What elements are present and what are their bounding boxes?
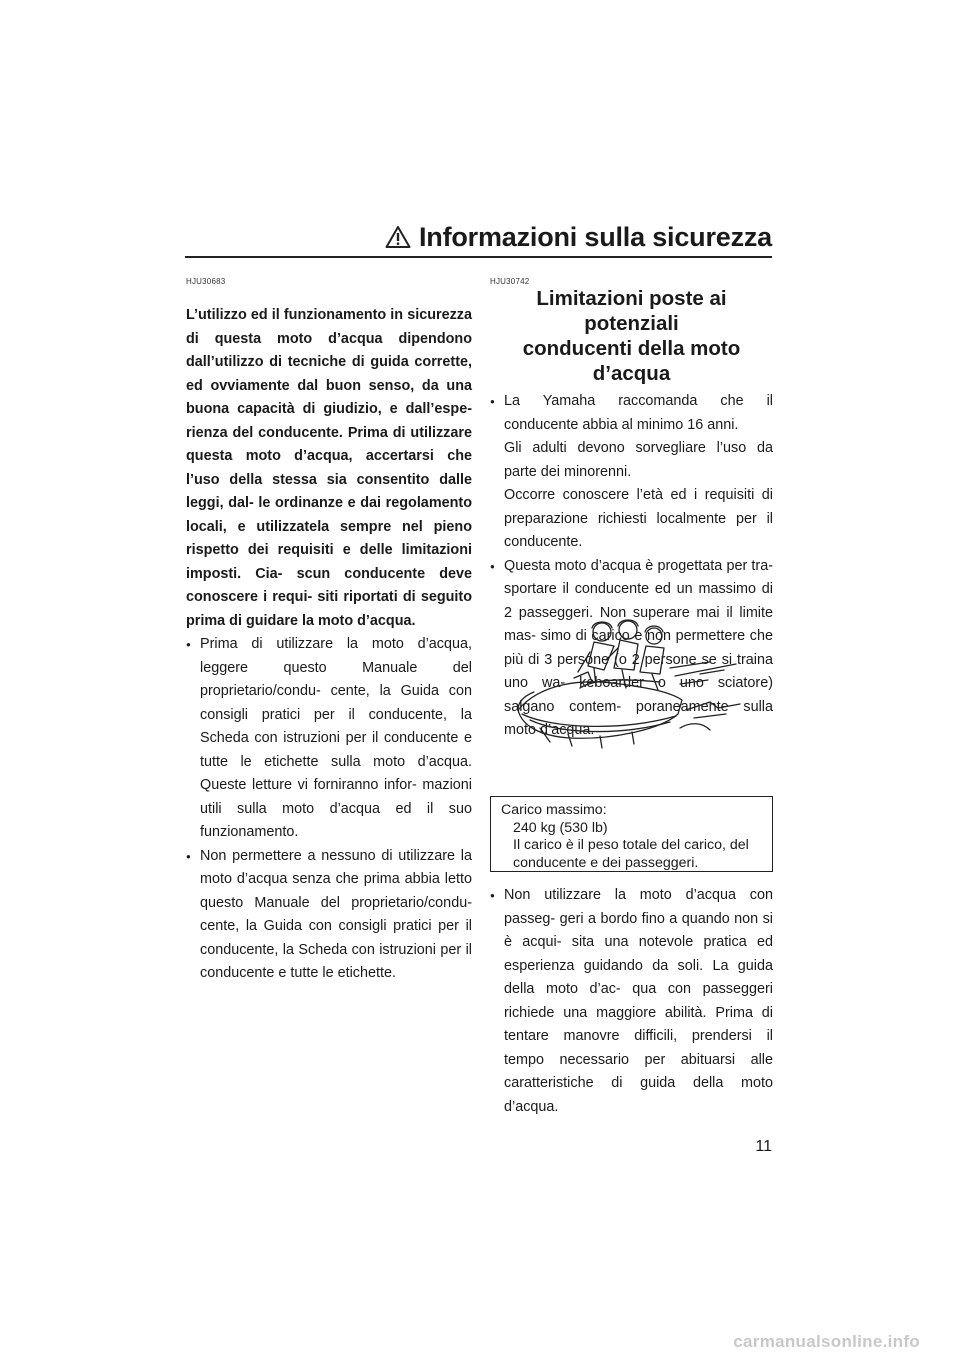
- section-code-right: HJU30742: [490, 277, 530, 286]
- intro-paragraph: L’utilizzo ed il funzionamento in sicurezza di questa moto d’acqua dipendono dall’utilizzo di tecniche di guida corrette, ed ovviamente dal buon senso, da una buona capacità di giudizio, e dall’espe- rienza del conducente. Prima di utilizzare questa moto d’acqua, accertarsi che l’uso della stessa sia consentito dalle leggi, dal- le ordinanze e dai regolamento locali, e utilizzatela sempre nel pieno rispetto dei requisiti e delle limitazioni imposti. Cia- scun conducente deve conoscere i requi- siti riportati di seguito prima di guidare la moto d’acqua.: [186, 307, 472, 629]
- page-number: 11: [755, 1138, 772, 1155]
- left-column: [186, 304, 472, 986]
- list-item: [490, 390, 773, 555]
- spec-label: Carico massimo:: [501, 802, 607, 818]
- list-item: ● Prima di utilizzare la moto d’acqua, leggere questo Manuale del proprietario/condu- cente, la Guida con consigli pratici per il conducente, la Scheda con istruzioni per il conducente e tutte le etichette sulla moto d’acqua. Queste letture vi forniranno infor- mazioni utili sulla moto d’acqua ed il suo funzionamento.: [186, 633, 472, 845]
- page-title-text: Informazioni sulla sicurezza: [419, 222, 772, 252]
- section-heading: [490, 286, 773, 386]
- section-heading-line: Limitazioni poste ai potenziali: [536, 287, 727, 335]
- spec-value: 240 kg (530 lb): [513, 819, 608, 836]
- list-item: ● Questa moto d’acqua è progettata per tra- sportare il conducente ed un massimo di 2 passeggeri. Non superare mai il limite mas- simo di carico e non permettere che più di 3 persone (o 2 persone se si traina uno wa- keboarder o uno sciatore) salgano contem- poraneamente sulla moto d’acqua.: [490, 555, 773, 743]
- right-bottom-list: [490, 884, 773, 1119]
- watercraft-illustration: [510, 618, 745, 756]
- footer-watermark: carmanualsonline.info: [733, 1332, 920, 1351]
- section-heading-line: conducenti della moto d’acqua: [522, 337, 741, 385]
- bullet-paragraph: Gli adulti devono sorvegliare l’uso da parte dei minorenni.: [504, 440, 773, 480]
- warning-triangle-icon: [385, 225, 411, 249]
- max-load-box: [490, 796, 773, 872]
- right-bullet-list-2: [490, 884, 773, 1119]
- page-header: [185, 222, 772, 258]
- bullet-paragraph: ● La Yamaha raccomanda che il conducente abbia al minimo 16 anni.: [504, 393, 773, 433]
- left-bullet-list: [186, 633, 472, 986]
- bullet-paragraph: Occorre conoscere l’età ed i requisiti di preparazione richiesti localmente per il conducente.: [504, 487, 773, 550]
- list-item: ● Non permettere a nessuno di utilizzare la moto d’acqua senza che prima abbia letto questo Manuale del proprietario/condu- cente, la Guida con consigli pratici per il conducente, la Scheda con istruzioni per il conducente e tutte le etichette.: [186, 845, 472, 986]
- page-title: [385, 222, 772, 253]
- list-item: ● Non utilizzare la moto d’acqua con passeg- geri a bordo fino a quando non si è acqui- sita una notevole pratica ed esperienza guidando da soli. La guida della moto d’ac- qua con passeggeri richiede una maggiore abilità. Prima di tentare manovre difficili, prendersi il tempo necessario per abituarsi alle caratteristiche di guida della moto d’acqua.: [490, 884, 773, 1119]
- spec-note: Il carico è il peso totale del carico, del conducente e dei passeggeri.: [513, 837, 749, 871]
- section-code-left: HJU30683: [186, 277, 226, 286]
